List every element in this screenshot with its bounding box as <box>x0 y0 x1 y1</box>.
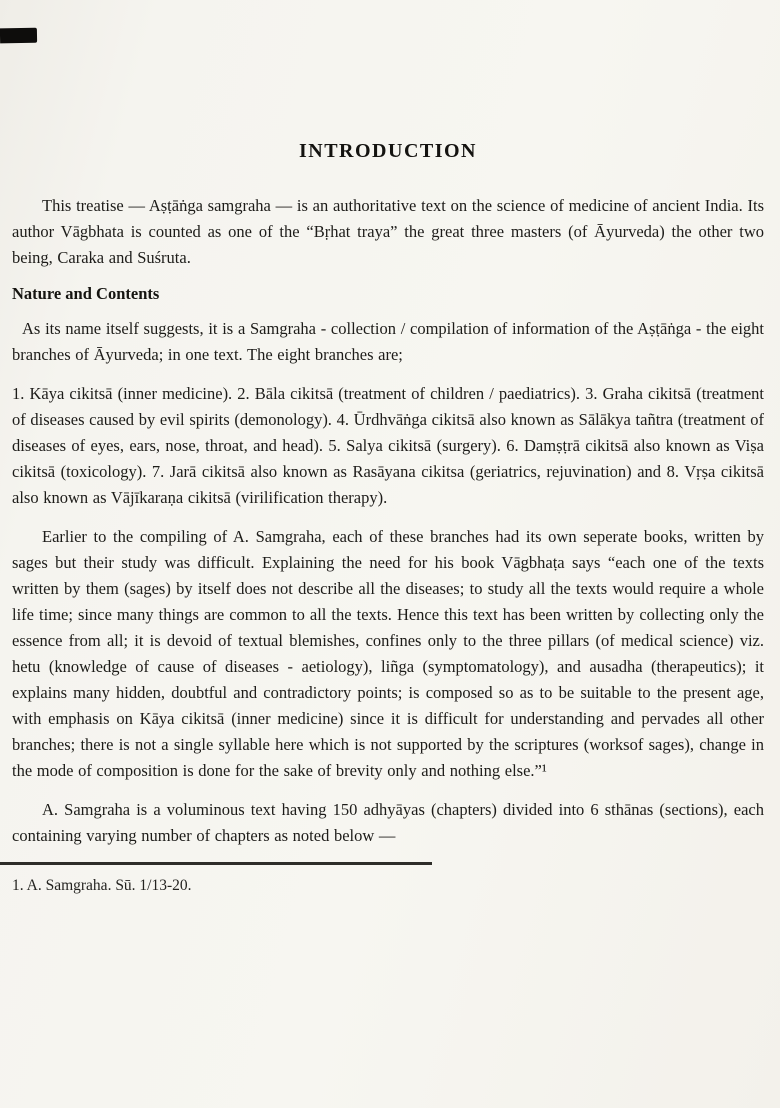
paragraph-vagbhata-quote: Earlier to the compiling of A. Samgraha, each of these branches had its own seperate books, written by sages but their study was difficult. Explaining the need for his book Vāgbhaṭa says “each one of the texts written by them (sages) by itself does not describe all the diseases; to study all the texts would require a whole life time; since many things are common to all the texts. Hence this text has been written by collecting only the essence from all; it is devoid of textual blemishes, confines only to the three pillars (of medical science) viz. hetu (knowledge of cause of diseases - aetiology), liñga (symptomatology), and ausadha (therapeutics); it explains many hidden, doubtful and contradictory points; is composed so as to be suitable to the present age, with emphasis on Kāya cikitsā (inner medicine) since it is difficult for understanding and pervades all other branches; there is not a single syllable here which is not supported by the scriptures (worksof sages), change in the mode of composition is done for the sake of brevity only and nothing else.”¹ <box>12 527 764 780</box>
paragraph-closing: A. Samgraha is a voluminous text having 150 adhyāyas (chapters) divided into 6 sthānas (sections), each containing varying number of chapters as noted below — <box>12 800 764 845</box>
footnote-citation: 1. A. Samgraha. Sū. 1/13-20. <box>12 877 192 894</box>
section-heading-nature-and-contents: Nature and Contents <box>12 284 160 303</box>
paragraph-eight-branches-list: 1. Kāya cikitsā (inner medicine). 2. Bāla cikitsā (treatment of children / paediatrics). 3. Graha cikitsā (treatment of diseases caused by evil spirits (demonology). 4. Ūrdhvāṅga cikitsā also known as Sālākya tañtra (treatment of diseases of eyes, ears, nose, throat, and head). 5. Salya cikitsā (surgery). 6. Damṣṭrā cikitsā also known as Viṣa cikitsā (toxicology). 7. Jarā cikitsā also known as Rasāyana cikitsa (geriatrics, rejuvination) and 8. Vṛṣa cikitsā also known as Vājīkaraṇa cikitsā (virilification therapy). <box>12 384 764 507</box>
paragraph-overview: As its name itself suggests, it is a Samgraha - collection / compilation of information of the Aṣṭāṅga - the eight branches of Āyurveda; in one text. The eight branches are; <box>12 319 764 364</box>
footnote-divider-rule <box>0 862 432 865</box>
paragraph-intro: This treatise — Aṣṭāṅga samgraha — is an authoritative text on the science of medicine of ancient India. Its author Vāgbhata is counted as one of the “Bṛhat traya” the great three masters (of Āyurveda) the other two being, Caraka and Suśruta. <box>12 196 764 267</box>
scan-artifact-mark <box>0 28 37 44</box>
page-title: INTRODUCTION <box>298 140 478 162</box>
